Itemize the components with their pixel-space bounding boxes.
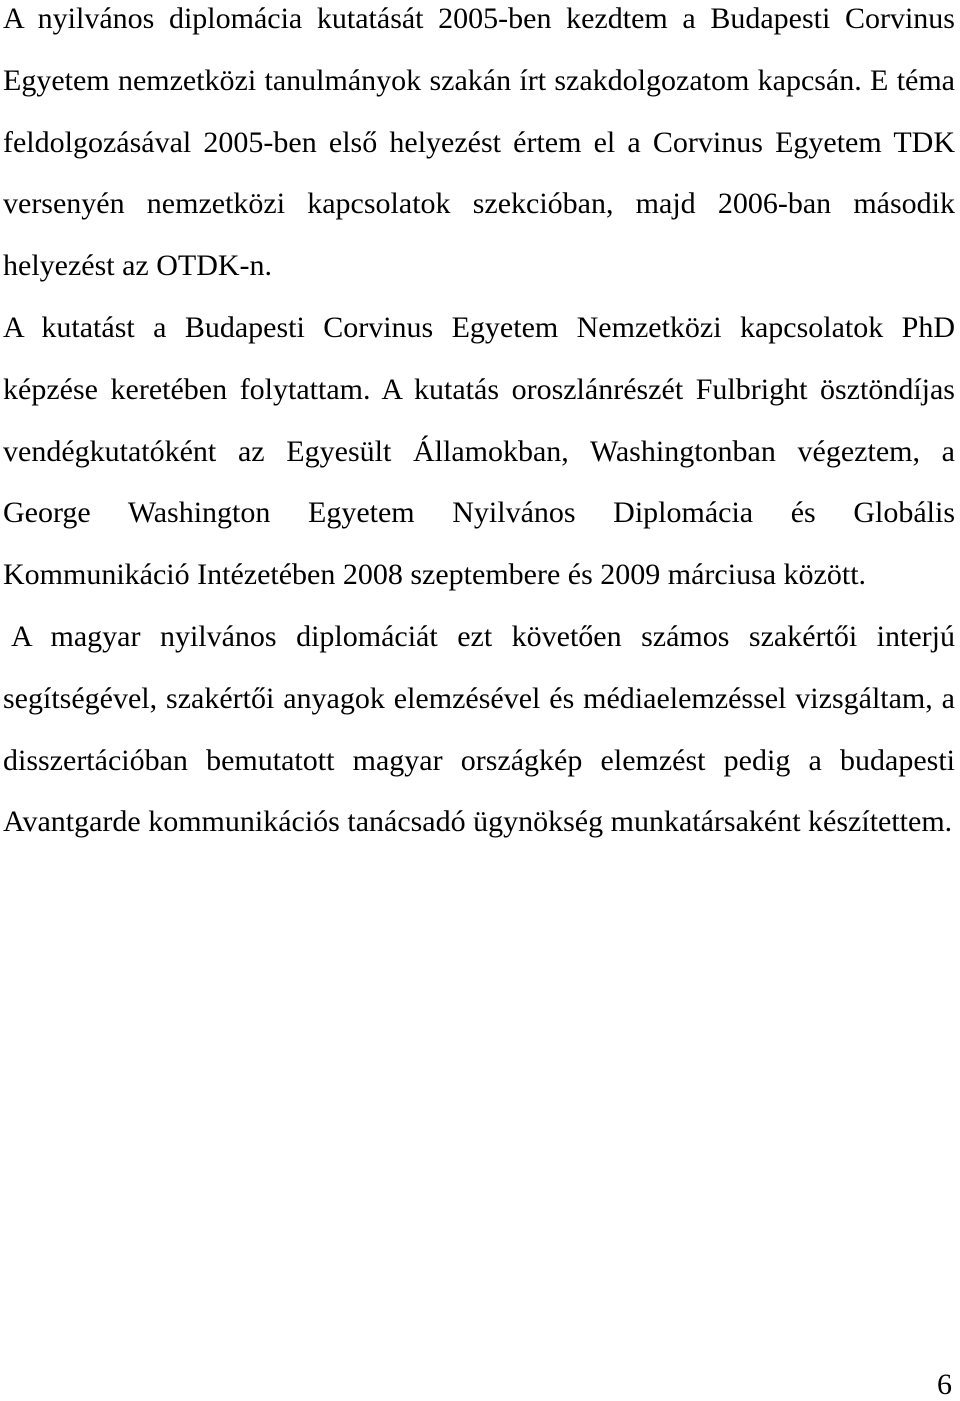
paragraph-research-start: A nyilvános diplomácia kutatását 2005-ben kezdtem a Budapesti Corvinus Egyetem nemzetközi tanulmányok szakán írt szakdolgozatom kapcsán. E téma feldolgozásával 2005-ben első helyezést értem el a Corvinus Egyetem TDK versenyén nemzetközi kapcsolatok szekcióban, majd 2006-ban második helyezést az OTDK-n. — [3, 2, 955, 283]
body-text — [3, 0, 955, 853]
page-number: 6 — [937, 1368, 952, 1401]
paragraph-methods: A magyar nyilvános diplomáciát ezt követően számos szakértői interjú segítségével, szakértői anyagok elemzésével és médiaelemzéssel vizsgáltam, a disszertációban bemutatott magyar országkép elemzést pedig a budapesti Avantgarde kommunikációs tanácsadó ügynökség munkatársaként készítettem. — [3, 619, 955, 839]
paragraph-phd-research: A kutatást a Budapesti Corvinus Egyetem Nemzetközi kapcsolatok PhD képzése keretében folytattam. A kutatás oroszlánrészét Fulbright ösztöndíjas vendégkutatóként az Egyesült Államokban, Washingtonban végeztem, a George Washington Egyetem Nyilvános Diplomácia és Globális Kommunikáció Intézetében 2008 szeptembere és 2009 márciusa között. — [3, 310, 955, 592]
